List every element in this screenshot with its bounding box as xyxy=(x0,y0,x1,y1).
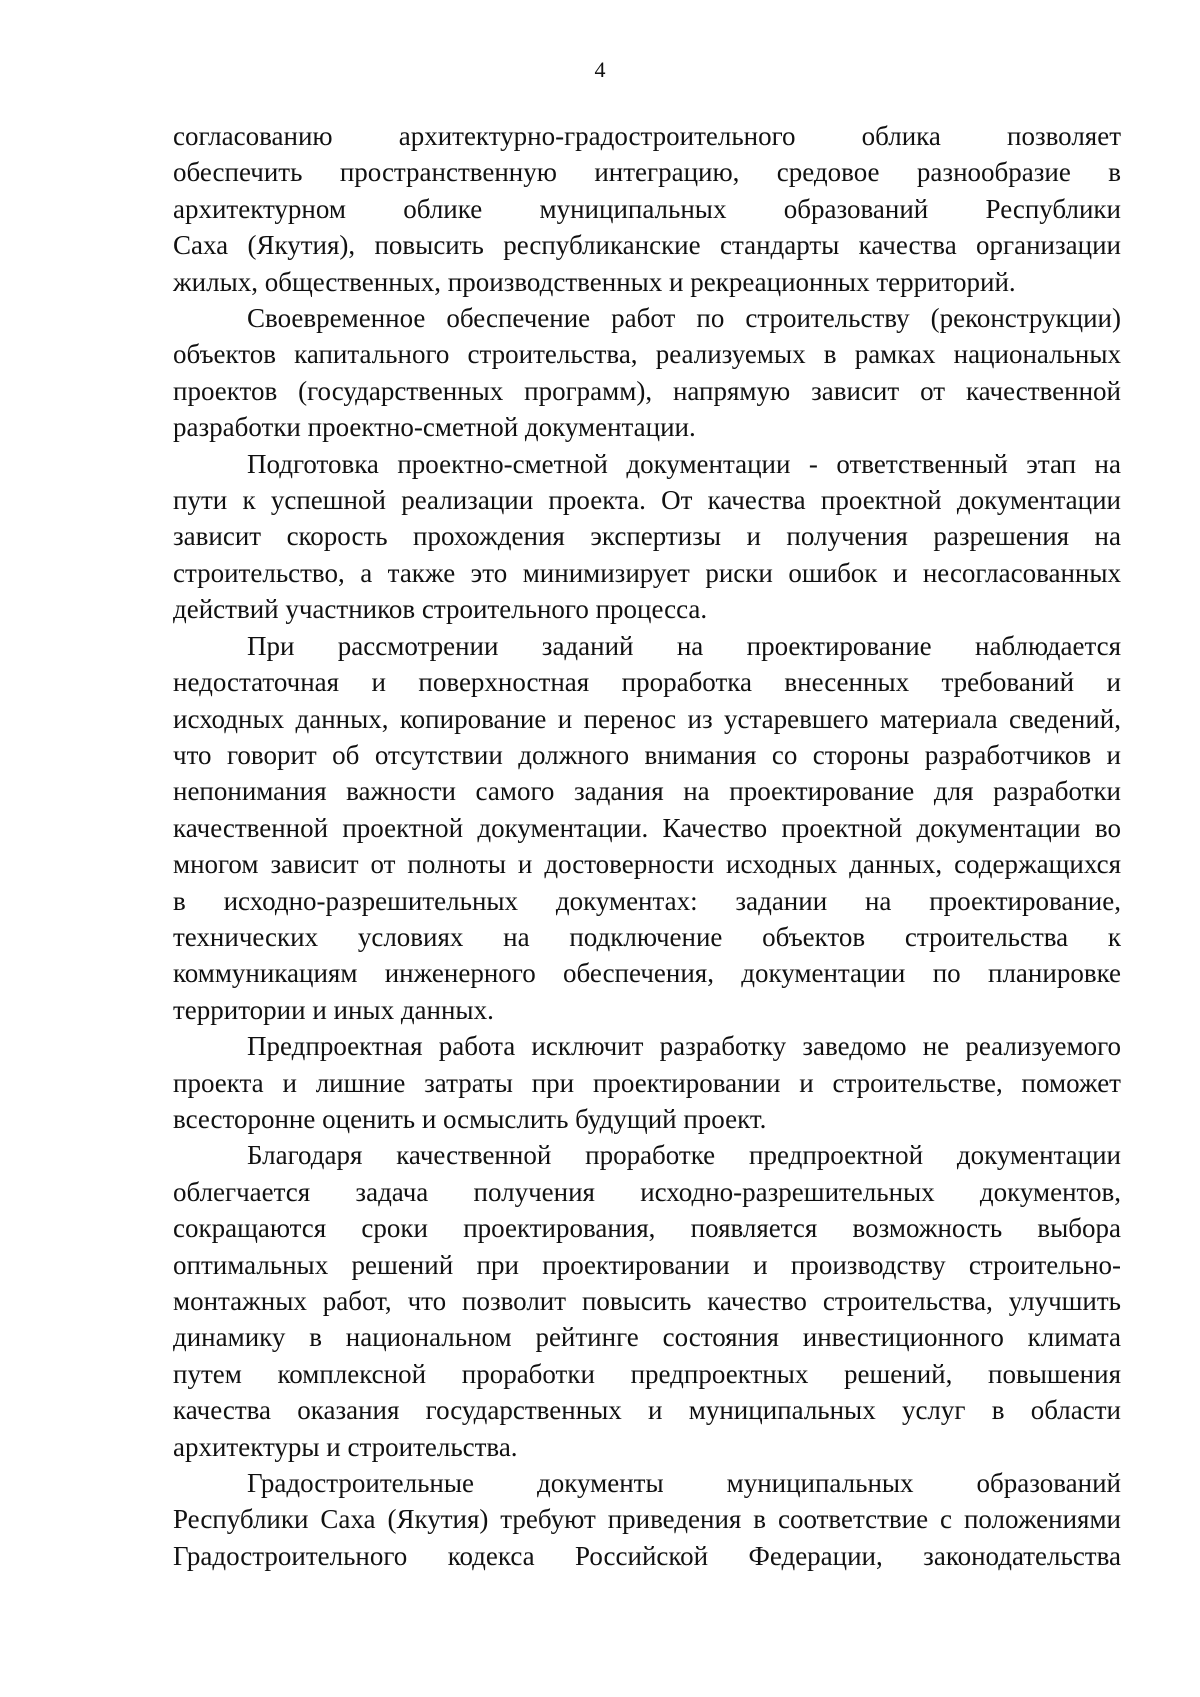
text-line: в исходно-разрешительных документах: задании на проектирование, xyxy=(173,885,1121,916)
text-line: многом зависит от полноты и достоверности исходных данных, содержащихся xyxy=(173,849,1121,880)
text-line: Саха (Якутия), повысить республиканские стандарты качества организации xyxy=(173,230,1121,261)
paragraph xyxy=(173,628,1121,1028)
text-line: проекта и лишние затраты при проектировании и строительстве, поможет xyxy=(173,1067,1121,1098)
text-line: территории и иных данных. xyxy=(173,994,494,1025)
text-line: строительство, а также это минимизирует риски ошибок и несогласованных xyxy=(173,557,1121,588)
text-line: обеспечить пространственную интеграцию, средовое разнообразие в xyxy=(173,157,1121,188)
paragraph xyxy=(173,300,1121,446)
text-line: монтажных работ, что позволит повысить качество строительства, улучшить xyxy=(173,1286,1121,1316)
text-line: действий участников строительного процесса. xyxy=(173,594,708,625)
text-line: качественной проектной документации. Качество проектной документации во xyxy=(173,812,1121,843)
text-line: разработки проектно-сметной документации. xyxy=(173,412,696,443)
text-line: При рассмотрении заданий на проектирование наблюдается xyxy=(247,630,1121,661)
text-line: архитектурном облике муниципальных образований Республики xyxy=(173,193,1121,224)
text-line: зависит скорость прохождения экспертизы и получения разрешения на xyxy=(173,521,1121,552)
text-line: недостаточная и поверхностная проработка внесенных требований и xyxy=(173,667,1121,698)
paragraph xyxy=(173,1465,1121,1574)
text-line: облегчается задача получения исходно-разрешительных документов, xyxy=(173,1176,1121,1207)
text-line: архитектуры и строительства. xyxy=(173,1431,518,1462)
document-body xyxy=(173,118,1121,1574)
text-line: Подготовка проектно-сметной документации - ответственный этап на xyxy=(247,448,1121,479)
text-line: проектов (государственных программ), напрямую зависит от качественной xyxy=(173,375,1121,406)
text-line: непонимания важности самого задания на проектирование для разработки xyxy=(173,776,1121,807)
paragraph xyxy=(173,1028,1121,1137)
text-line: жилых, общественных, производственных и рекреационных территорий. xyxy=(173,266,1016,297)
text-line: всесторонне оценить и осмыслить будущий проект. xyxy=(173,1103,767,1134)
text-line: Предпроектная работа исключит разработку заведомо не реализуемого xyxy=(247,1031,1121,1062)
paragraph xyxy=(173,446,1121,628)
text-line: пути к успешной реализации проекта. От качества проектной документации xyxy=(173,485,1121,516)
text-line: сокращаются сроки проектирования, появляется возможность выбора xyxy=(173,1213,1121,1244)
text-line: объектов капитального строительства, реализуемых в рамках национальных xyxy=(173,339,1121,370)
text-line: исходных данных, копирование и перенос из устаревшего материала сведений, xyxy=(173,703,1121,734)
text-line: оптимальных решений при проектировании и производству строительно- xyxy=(173,1249,1121,1280)
text-line: Градостроительные документы муниципальных образований xyxy=(247,1468,1121,1499)
text-line: согласованию архитектурно-градостроительного облика позволяет xyxy=(173,121,1121,151)
text-line: путем комплексной проработки предпроектных решений, повышения xyxy=(173,1358,1121,1389)
page-number: 4 xyxy=(594,57,606,82)
text-line: динамику в национальном рейтинге состояния инвестиционного климата xyxy=(173,1322,1121,1353)
text-line: что говорит об отсутствии должного внимания со стороны разработчиков и xyxy=(173,739,1121,770)
text-line: Республики Саха (Якутия) требуют приведения в соответствие с положениями xyxy=(173,1504,1121,1535)
text-line: Благодаря качественной проработке предпроектной документации xyxy=(247,1140,1121,1171)
text-line: технических условиях на подключение объектов строительства к xyxy=(173,921,1121,952)
text-line: Своевременное обеспечение работ по строительству (реконструкции) xyxy=(247,303,1121,334)
paragraph xyxy=(173,118,1121,300)
paragraph xyxy=(173,1137,1121,1465)
text-line: качества оказания государственных и муниципальных услуг в области xyxy=(173,1395,1121,1426)
text-line: Градостроительного кодекса Российской Федерации, законодательства xyxy=(173,1540,1121,1571)
text-line: коммуникациям инженерного обеспечения, документации по планировке xyxy=(173,958,1121,989)
